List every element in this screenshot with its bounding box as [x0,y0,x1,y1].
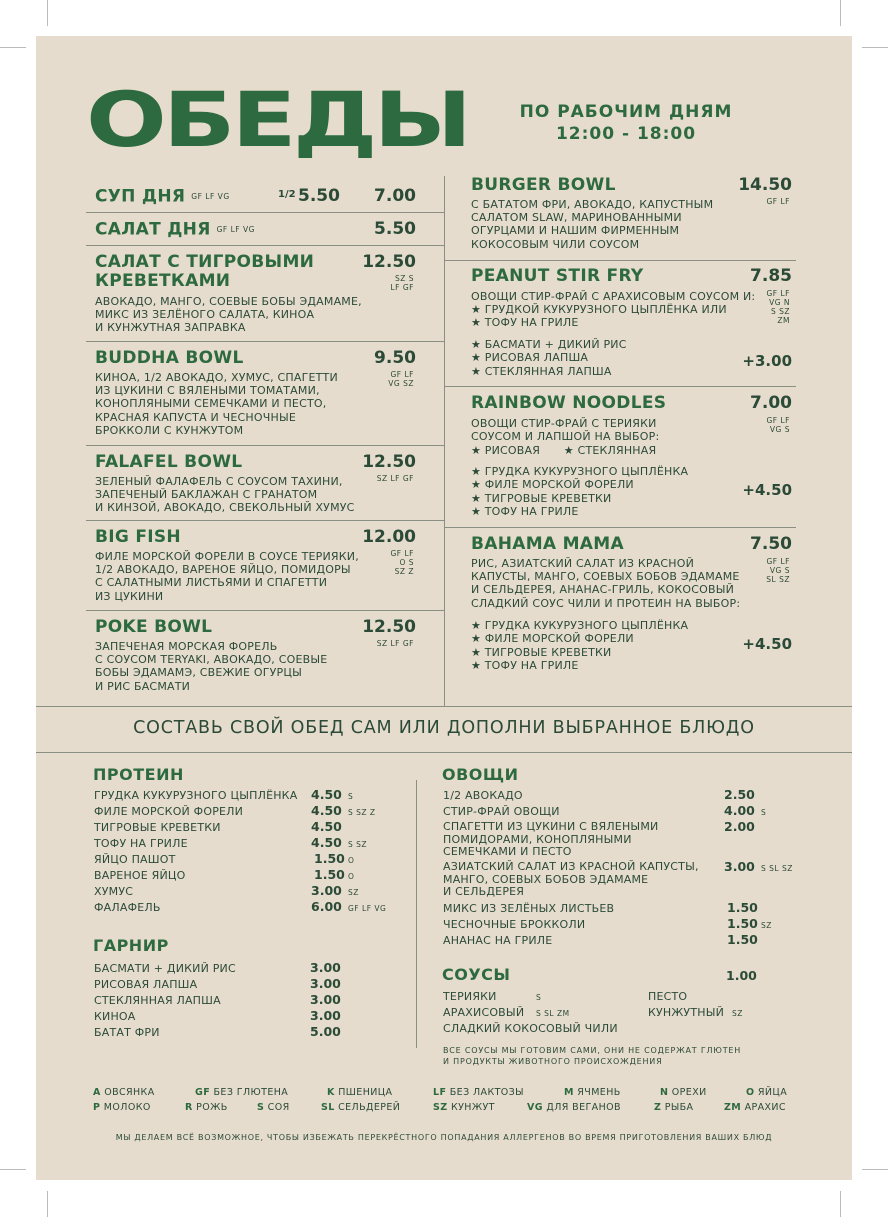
option-label: РИСОВАЯ [484,444,541,457]
item-line: И СЕЛЬДЕРЕЯ [443,885,525,898]
extra-label: ТОФУ НА ГРИЛЕ [484,658,579,672]
extra-price: +3.00 [742,352,792,370]
list-item [471,303,727,316]
tag-line: VG SZ [388,379,414,388]
item-price: 3.00 [310,992,341,1007]
dish-description [95,640,327,693]
allergen-tags [356,549,414,576]
tag-line: SZ LF GF [376,474,414,483]
allergen-tags: SZ [348,888,359,897]
extra-label: ГРУДКА КУКУРУЗНОГО ЦЫПЛЁНКА [484,465,689,478]
list-item: ЧЕСНОЧНЫЕ БРОККОЛИ [443,918,586,931]
column-divider [444,176,445,706]
dish-name-rainbow-noodles: RAINBOW NOODLES [471,393,667,413]
list-item [471,465,688,478]
legend-item [564,1087,621,1098]
list-item: ЯЙЦО ПАШОТ [94,853,176,866]
tag-line: GF LF [766,197,790,206]
crop-mark [0,1169,26,1170]
desc-line: ФИЛЕ МОРСКОЙ ФОРЕЛИ В СОУСЕ ТЕРИЯКИ, [95,550,359,563]
crop-mark [47,0,48,26]
item-line: ПОМИДОРАМИ, КОНОПЛЯНЫМИ [443,832,632,846]
extras-list [471,465,688,518]
allergen-tags [356,274,414,292]
dish-description [95,295,362,335]
star-icon: ★ [563,444,578,457]
dish-name-buddha-bowl: BUDDHA BOWL [95,348,244,368]
list-item: РИСОВАЯ ЛАПША [94,978,198,991]
desc-line: БОБЫ ЭДАМАМЭ, СВЕЖИЕ ОГУРЦЫ [95,666,302,680]
footer-disclaimer: МЫ ДЕЛАЕМ ВСЁ ВОЗМОЖНОЕ, ЧТОБЫ ИЗБЕЖАТЬ ПЕРЕКРЁСТНОГО ПОПАДАНИЯ АЛЛЕРГЕНОВ ВО ВРЕМЯ ПРИГОТОВЛЕНИЯ ВАШИХ БЛЮД [115,1133,773,1142]
allergen-tags: GF LF VG [348,904,387,913]
dish-description [471,198,713,251]
crop-mark [0,47,26,48]
desc-line: ЗАПЕЧЕНАЯ МОРСКАЯ ФОРЕЛЬ [95,640,278,653]
extra-label: ФИЛЕ МОРСКОЙ ФОРЕЛИ [484,478,634,492]
build-your-own-banner: СОСТАВЬ СВОЙ ОБЕД САМ ИЛИ ДОПОЛНИ ВЫБРАННОЕ БЛЮДО [133,718,755,738]
star-icon: ★ [471,444,485,457]
dish-title: САЛАТ ДНЯ [95,219,211,240]
list-item [471,478,688,491]
dish-price: 7.50 [750,534,792,554]
item-line: АЗИАТСКИЙ САЛАТ ИЗ КРАСНОЙ КАПУСТЫ, [443,860,699,873]
sauces-note [443,1045,741,1067]
list-item: БАСМАТИ + ДИКИЙ РИС [94,962,236,975]
menu-sheet [36,36,852,1180]
item-price: 4.50 [311,803,342,818]
star-icon: ★ [471,338,485,351]
legend-label: КУНЖУТ [450,1102,495,1113]
schedule-days: ПО РАБОЧИМ ДНЯМ [519,102,733,122]
legend-label: БЕЗ ЛАКТОЗЫ [449,1087,524,1098]
list-item: ПЕСТО [648,990,688,1003]
divider [445,260,796,261]
column-divider [416,780,417,1048]
allergen-tags [726,197,790,206]
dish-name-poke-bowl: POKE BOWL [95,617,213,637]
desc-line: И СЕЛЬДЕРЕЯ, АНАНАС-ГРИЛЬ, КОКОСОВЫЙ [471,583,735,597]
sauces-title: СОУСЫ [442,965,511,984]
extra-label: СТЕКЛЯННАЯ ЛАПША [484,364,612,378]
star-icon: ★ [471,303,485,316]
allergen-tags: S SZ [348,840,368,849]
legend-code: R [185,1102,193,1113]
legend-item [433,1102,495,1113]
crop-mark [862,1169,888,1170]
allergen-tags: O [348,872,355,881]
desc-line: СОУСОМ И ЛАПШОЙ НА ВЫБОР: [471,430,660,444]
crop-mark [862,47,888,48]
crop-mark [47,1191,48,1217]
legend-label: АРАХИС [744,1102,786,1113]
dish-price: 14.50 [738,175,792,195]
dish-name-soup [95,187,230,207]
star-icon: ★ [471,645,485,659]
crop-mark [840,0,841,26]
legend-label: БЕЗ ГЛЮТЕНА [213,1087,289,1098]
crop-mark [840,1191,841,1217]
star-icon: ★ [471,316,485,330]
desc-line: ИЗ ЦУКИНИ [95,589,164,603]
legend-label: РОЖЬ [196,1102,228,1113]
dish-price: 7.00 [374,186,416,206]
legend-code: O [746,1087,755,1098]
allergen-tags: GF LF VG [216,225,255,234]
desc-line: ОВОЩИ СТИР-ФРАЙ С ТЕРИЯКИ [471,417,657,430]
desc-line: БРОККОЛИ С КУНЖУТОМ [95,423,244,437]
legend-label: РЫБА [664,1102,694,1113]
legend-code: Z [654,1102,662,1113]
tag-line: VG S [769,425,790,434]
list-item: ТИГРОВЫЕ КРЕВЕТКИ [94,821,221,834]
option-label: СТЕКЛЯННАЯ [577,444,657,457]
desc-line: С СОУСОМ TERYAKI, АВОКАДО, СОЕВЫЕ [95,653,328,667]
legend-item [327,1087,392,1098]
desc-line: КРАСНАЯ КАПУСТА И ЧЕСНОЧНЫЕ [95,410,297,424]
desc-line: И РИС БАСМАТИ [95,679,191,693]
extra-label: ГРУДКА КУКУРУЗНОГО ЦЫПЛЁНКА [484,619,689,632]
allergen-tags [356,474,414,483]
item-price: 5.00 [310,1024,341,1039]
allergen-tags: S [536,993,542,1002]
list-item: ФАЛАФЕЛЬ [94,901,161,914]
item-price: 3.00 [310,976,341,991]
tag-line: GF LF [390,370,414,379]
dish-price: 7.00 [750,393,792,413]
item-price: 4.00 [724,803,755,818]
tag-line: GF LF [766,416,790,425]
legend-code: M [564,1087,574,1098]
legend-label: ДЛЯ ВЕГАНОВ [546,1102,621,1113]
dish-name-big-fish: BIG FISH [95,527,181,547]
item-price: 2.50 [724,787,755,802]
star-icon: ★ [471,504,485,518]
desc-line: С БАТАТОМ ФРИ, АВОКАДО, КАПУСТНЫМ [471,198,714,211]
item-line: МАНГО, СОЕВЫХ БОБОВ ЭДАМАМЕ [443,872,649,886]
legend-item [93,1102,151,1113]
tag-line: LF GF [390,283,414,292]
list-item: ФИЛЕ МОРСКОЙ ФОРЕЛИ [94,805,244,818]
tag-line: VG N [769,298,790,307]
option-list [471,303,727,330]
tag-line: GF LF [766,289,790,298]
list-item [471,632,688,645]
legend-label: ОВСЯНКА [104,1087,155,1098]
desc-line: МИКС ИЗ ЗЕЛЁНОГО САЛАТА, КИНОА [95,308,315,322]
desc-line: ЗАПЕЧЕНЫЙ БАКЛАЖАН С ГРАНАТОМ [95,488,318,502]
star-icon: ★ [471,491,485,505]
legend-item [527,1102,621,1113]
desc-line: КОКОСОВЫМ ЧИЛИ СОУСОМ [471,237,640,251]
list-item [443,821,658,859]
list-item [471,492,688,505]
list-item: ГРУДКА КУКУРУЗНОГО ЦЫПЛЁНКА [94,789,298,802]
legend-label: МОЛОКО [103,1102,151,1113]
legend-label: ПШЕНИЦА [338,1087,393,1098]
extra-label: ТИГРОВЫЕ КРЕВЕТКИ [484,645,612,659]
dish-description [471,557,740,610]
item-price: 1.50 [727,916,758,931]
star-icon: ★ [471,632,485,646]
dish-title: СУП ДНЯ [95,186,186,207]
divider [445,527,796,528]
legend-item [746,1087,787,1098]
item-line: СЕМЕЧКАМИ И ПЕСТО [443,845,572,858]
legend-item [654,1102,693,1113]
legend-item [185,1102,228,1113]
half-portion-label: 1/2 [278,189,296,200]
divider [36,752,852,753]
desc-line: И КИНЗОЙ, АВОКАДО, СВЕКОЛЬНЫЙ ХУМУС [95,501,355,515]
legend-code: S [257,1102,265,1113]
desc-line: ЗЕЛЕНЫЙ ФАЛАФЕЛЬ С СОУСОМ ТАХИНИ, [95,475,343,488]
option-row [471,444,656,457]
legend-item [195,1087,288,1098]
divider [86,610,444,611]
list-item [471,316,727,329]
legend-item [257,1102,290,1113]
item-price: 4.50 [311,835,342,850]
item-price: 3.00 [310,960,341,975]
divider [86,445,444,446]
item-price: 1.50 [314,867,345,882]
allergen-tags: GF LF VG [191,192,230,201]
dish-price: 12.00 [362,527,416,547]
tag-line: S SZ [770,307,790,316]
extras-list [471,619,688,672]
dish-price: 9.50 [374,348,416,368]
list-item [471,646,688,659]
item-price: 2.00 [724,819,755,834]
legend-code: A [93,1087,101,1098]
legend-code: VG [527,1102,543,1113]
star-icon: ★ [471,351,485,365]
desc-line: САЛАТОМ SLAW, МАРИНОВАННЫМИ [471,211,682,225]
legend-code: LF [433,1087,447,1098]
allergen-tags: S [348,792,354,801]
dish-price: 12.50 [362,452,416,472]
half-portion-price: 5.50 [298,186,340,206]
dish-price: 12.50 [362,617,416,637]
list-item: БАТАТ ФРИ [94,1026,160,1039]
divider [86,341,444,342]
star-icon: ★ [471,478,485,492]
allergen-tags: S [761,808,767,817]
legend-label: ОРЕХИ [671,1087,707,1098]
list-item: СЛАДКИЙ КОКОСОВЫЙ ЧИЛИ [443,1022,618,1035]
legend-label: ЯЙЦА [757,1087,788,1098]
tag-line: SZ LF GF [376,639,414,648]
list-item: ВАРЕНОЕ ЯЙЦО [94,869,186,882]
dish-name-shrimp-salad-2: КРЕВЕТКАМИ [95,271,231,291]
legend-code: P [93,1102,101,1113]
tag-line: ZM [777,316,790,325]
desc-line: ОГУРЦАМИ И НАШИМ ФИРМЕННЫМ [471,224,680,238]
item-price: 4.50 [311,819,342,834]
legend-item [93,1087,155,1098]
allergen-tags [356,370,414,388]
legend-code: ZM [724,1102,742,1113]
divider [86,245,444,246]
extras-list [471,338,627,378]
item-price: 3.00 [724,859,755,874]
item-price: 3.00 [311,883,342,898]
allergen-tags: SZ [732,1009,743,1018]
note-line: И ПРОДУКТЫ ЖИВОТНОГО ПРОИСХОЖДЕНИЯ [443,1057,663,1066]
divider [86,212,444,213]
extra-label: ТОФУ НА ГРИЛЕ [484,504,579,518]
legend-code: N [660,1087,669,1098]
dish-name-peanut-stir-fry: PEANUT STIR FRY [471,266,644,286]
item-price: 1.50 [727,900,758,915]
divider [86,520,444,521]
legend-code: K [327,1087,335,1098]
dish-description [95,475,355,515]
tag-line: SZ S [394,274,414,283]
desc-line: РИС, АЗИАТСКИЙ САЛАТ ИЗ КРАСНОЙ [471,557,695,570]
item-price: 1.50 [727,932,758,947]
tag-line: SL SZ [766,575,790,584]
option-label: ТОФУ НА ГРИЛЕ [484,316,579,330]
list-item: СТИР-ФРАЙ ОВОЩИ [443,805,560,818]
dish-name-shrimp-salad: САЛАТ С ТИГРОВЫМИ [95,252,315,272]
protein-title: ПРОТЕИН [93,765,184,784]
extra-label: БАСМАТИ + ДИКИЙ РИС [484,338,627,351]
item-line: СПАГЕТТИ ИЗ ЦУКИНИ С ВЯЛЕНЫМИ [443,820,659,833]
schedule-hours: 12:00 - 18:00 [555,124,697,144]
desc-line: СЛАДКИЙ СОУС ЧИЛИ И ПРОТЕИН НА ВЫБОР: [471,596,741,610]
allergen-tags: S SZ Z [348,808,376,817]
legend-item [660,1087,707,1098]
desc-line: И КУНЖУТНАЯ ЗАПРАВКА [95,321,246,335]
desc-line: КОНОПЛЯНЫМИ СЕМЕЧКАМИ И ПЕСТО, [95,397,327,411]
garnish-title: ГАРНИР [93,936,169,955]
desc-line: КАПУСТЫ, МАНГО, СОЕВЫХ БОБОВ ЭДАМАМЕ [471,570,740,584]
list-item: 1/2 АВОКАДО [443,789,523,802]
legend-code: SZ [433,1102,448,1113]
tag-line: VG S [769,566,790,575]
dish-price: 12.50 [362,252,416,272]
list-item: ХУМУС [94,885,134,898]
allergen-tags: SZ [761,921,772,930]
list-item: МИКС ИЗ ЗЕЛЁНЫХ ЛИСТЬЕВ [443,902,615,915]
list-item [471,338,627,351]
divider [445,386,796,387]
legend-item [433,1087,524,1098]
list-item: КУНЖУТНЫЙ [648,1006,725,1019]
star-icon: ★ [471,619,485,632]
veggies-title: ОВОЩИ [442,765,519,784]
note-line: ВСЕ СОУСЫ МЫ ГОТОВИМ САМИ, ОНИ НЕ СОДЕРЖАТ ГЛЮТЕН [443,1046,742,1055]
list-item [443,861,699,899]
tag-line: GF LF [390,549,414,558]
legend-item [724,1102,786,1113]
dish-description: ОВОЩИ СТИР-ФРАЙ С АРАХИСОВЫМ СОУСОМ И: [471,290,756,303]
desc-line: С САЛАТНЫМИ ЛИСТЬЯМИ И СПАГЕТТИ [95,576,328,590]
list-item: ТЕРИЯКИ [443,990,497,1003]
list-item: КИНОА [94,1010,136,1023]
list-item [471,505,688,518]
desc-line: ИЗ ЦУКИНИ С ВЯЛЕНЫМИ ТОМАТАМИ, [95,384,320,398]
tag-line: O S [399,558,414,567]
dish-name-bahama-mama: BAHAMA MAMA [471,534,624,554]
list-item: СТЕКЛЯННАЯ ЛАПША [94,994,221,1007]
page-title: ОБЕДЫ [86,75,469,164]
legend-code: SL [321,1102,335,1113]
desc-line: 1/2 АВОКАДО, ВАРЕНОЕ ЯЙЦО, ПОМИДОРЫ [95,563,351,577]
dish-name-falafel-bowl: FALAFEL BOWL [95,452,243,472]
list-item [471,365,627,378]
divider [36,706,852,707]
list-item: АНАНАС НА ГРИЛЕ [443,934,553,947]
allergen-tags: S SL SZ [761,864,793,873]
legend-label: СЕЛЬДЕРЕЙ [338,1102,401,1113]
sauce-price: 1.00 [726,968,757,983]
tag-line: SZ Z [394,567,414,576]
option-label: ГРУДКОЙ КУКУРУЗНОГО ЦЫПЛЁНКА ИЛИ [484,303,727,316]
allergen-tags [726,416,790,434]
allergen-tags [356,639,414,648]
extra-label: РИСОВАЯ ЛАПША [484,351,589,365]
item-price: 6.00 [311,899,342,914]
item-price: 4.50 [311,787,342,802]
allergen-tags: O [348,856,355,865]
extra-label: ФИЛЕ МОРСКОЙ ФОРЕЛИ [484,632,634,646]
extra-price: +4.50 [742,635,792,653]
list-item: ТОФУ НА ГРИЛЕ [94,837,188,850]
list-item: АРАХИСОВЫЙ [443,1006,525,1019]
legend-item [321,1102,400,1113]
extra-label: ТИГРОВЫЕ КРЕВЕТКИ [484,491,612,505]
allergen-tags: S SL ZM [536,1009,570,1018]
list-item [471,351,627,364]
dish-name-salad-of-day [95,220,255,240]
item-price: 1.50 [314,851,345,866]
star-icon: ★ [471,465,485,478]
item-price: 3.00 [310,1008,341,1023]
dish-price: 5.50 [374,219,416,239]
dish-name-burger-bowl: BURGER BOWL [471,175,616,195]
star-icon: ★ [471,658,485,672]
star-icon: ★ [471,364,485,378]
tag-line: GF LF [766,557,790,566]
legend-code: GF [195,1087,211,1098]
desc-line: АВОКАДО, МАНГО, СОЕВЫЕ БОБЫ ЭДАМАМЕ, [95,295,362,308]
dish-description [471,417,659,443]
desc-line: КИНОА, 1/2 АВОКАДО, ХУМУС, СПАГЕТТИ [95,371,338,384]
dish-description [95,371,338,437]
list-item [471,619,688,632]
extra-price: +4.50 [742,481,792,499]
legend-label: ЯЧМЕНЬ [577,1087,621,1098]
dish-description [95,550,359,603]
dish-price: 7.85 [750,266,792,286]
list-item [471,659,688,672]
legend-label: СОЯ [267,1102,290,1113]
